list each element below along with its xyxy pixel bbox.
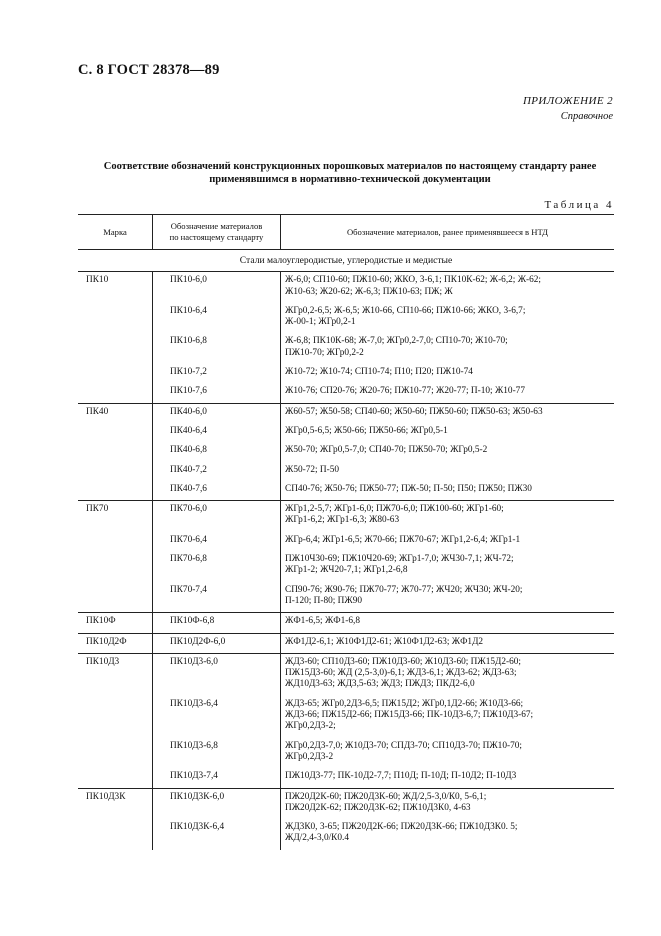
old-designation-line: Ж10-76; СП20-76; Ж20-76; ПЖ10-77; Ж20-77; П-10; Ж10-77 <box>285 386 525 397</box>
cell-mark <box>78 819 153 850</box>
old-designation-line: ЖГр0,2-6,5; Ж-6,5; Ж10-66, СП10-66; ПЖ10-66; ЖКО, 3-6,7; <box>285 305 526 316</box>
table-row <box>78 532 614 551</box>
cell-old-designations <box>281 333 615 364</box>
table-row <box>78 613 614 633</box>
cell-old-designations <box>281 383 615 403</box>
table-row <box>78 582 614 613</box>
cell-mark <box>78 383 153 403</box>
old-designation-line: Ж60-57; Ж50-58; СП40-60; Ж50-60; ПЖ50-60; ПЖ50-63; Ж50-63 <box>285 406 543 417</box>
table-row <box>78 768 614 788</box>
cell-designation: ПК10Д3-6,8 <box>153 738 281 769</box>
cell-old-designations <box>281 481 615 501</box>
cell-old-designations <box>281 768 615 788</box>
header-mark: Марка <box>78 215 153 250</box>
old-designation-line: ПЖ10Ч30-69; ПЖ10Ч20-69; ЖГр1-7,0; ЖЧ30-7,1; ЖЧ-72; <box>285 554 514 565</box>
old-designation-line: ЖГр1-2; ЖЧ20-7,1; ЖГр1,2-6,8 <box>285 565 408 576</box>
cell-old-designations <box>281 442 615 461</box>
old-designation-line: П-120; П-80; ПЖ90 <box>285 595 363 606</box>
appendix-block <box>523 94 613 124</box>
cell-old-designations <box>281 613 615 633</box>
old-designation-line: ЖД3-60; СП10Д3-60; ПЖ10Д3-60; Ж10Д3-60; ПЖ15Д2-60; <box>285 656 521 667</box>
cell-old-designations <box>281 423 615 442</box>
table-row <box>78 333 614 364</box>
old-designation-line: ЖД/2,4-3,0/К0.4 <box>285 833 349 844</box>
table-row <box>78 383 614 403</box>
cell-old-designations <box>281 364 615 383</box>
cell-designation: ПК10-6,4 <box>153 303 281 334</box>
cell-designation: ПК70-6,4 <box>153 532 281 551</box>
cell-designation: ПК40-6,4 <box>153 423 281 442</box>
cell-mark <box>78 768 153 788</box>
cell-designation: ПК10Д3К-6,0 <box>153 788 281 819</box>
old-designation-line: ЖГр-6,4; ЖГр1-6,5; Ж70-66; ПЖ70-67; ЖГр1,2-6,4; ЖГр1-1 <box>285 534 521 545</box>
cell-designation: ПК10Д3К-6,4 <box>153 819 281 850</box>
old-designation-line: ЖГр0,2Д3-2 <box>285 751 334 762</box>
cell-old-designations <box>281 272 615 303</box>
old-designation-line: ПЖ20Д2К-62; ПЖ20Д3К-62; ПЖ10Д3К0, 4-63 <box>285 802 471 813</box>
table-row <box>78 551 614 582</box>
table-label: Таблица 4 <box>544 199 614 211</box>
old-designation-line: ЖГр1-6,2; ЖГр1-6,3; Ж80-63 <box>285 515 400 526</box>
old-designation-line: СП40-76; Ж50-76; ПЖ50-77; ПЖ-50; П-50; П50; ПЖ50; ПЖ30 <box>285 483 532 494</box>
old-designation-line: ПЖ10Д3-77; ПК-10Д2-7,7; П10Д; П-10Д; П-10Д2; П-10Д3 <box>285 771 517 782</box>
cell-designation: ПК10-7,2 <box>153 364 281 383</box>
cell-designation: ПК70-6,0 <box>153 501 281 532</box>
cell-mark <box>78 582 153 613</box>
header-old: Обозначение материалов, ранее применявшееся в НТД <box>281 215 615 250</box>
cell-designation: ПК70-6,8 <box>153 551 281 582</box>
cell-mark: ПК40 <box>78 403 153 423</box>
cell-old-designations <box>281 551 615 582</box>
cell-mark <box>78 532 153 551</box>
table-row <box>78 303 614 334</box>
page-header: С. 8 ГОСТ 28378—89 <box>78 62 220 78</box>
old-designation-line: Ж-6,0; СП10-60; ПЖ10-60; ЖКО, 3-6,1; ПК10К-62; Ж-6,2; Ж-62; <box>285 275 542 286</box>
cell-designation: ПК10-6,8 <box>153 333 281 364</box>
cell-designation: ПК40-6,0 <box>153 403 281 423</box>
appendix-title: ПРИЛОЖЕНИЕ 2 <box>522 95 613 107</box>
cell-designation: ПК10Ф-6,8 <box>153 613 281 633</box>
cell-old-designations <box>281 462 615 481</box>
cell-mark: ПК10Ф <box>78 613 153 633</box>
table-row <box>78 481 614 501</box>
cell-old-designations <box>281 501 615 532</box>
appendix-subtitle: Справочное <box>560 111 613 122</box>
table-row <box>78 364 614 383</box>
cell-mark <box>78 303 153 334</box>
cell-mark <box>78 462 153 481</box>
old-designation-line: Ж-00-1; ЖГр0,2-1 <box>285 317 356 328</box>
old-designation-line: ЖГр1,2-5,7; ЖГр1-6,0; ПЖ70-6,0; ПЖ100-60; ЖГр1-60; <box>285 504 504 515</box>
cell-old-designations <box>281 303 615 334</box>
cell-mark: ПК70 <box>78 501 153 532</box>
cell-old-designations <box>281 738 615 769</box>
table-row <box>78 272 614 303</box>
old-designation-line: Ж50-70; ЖГр0,5-7,0; СП40-70; ПЖ50-70; ЖГр0,5-2 <box>285 445 488 456</box>
cell-old-designations <box>281 653 615 695</box>
old-designation-line: ПЖ15Д3-60; ЖД (2,5-3,0)-6,1; ЖД3-6,1; ЖД3-62; ЖД3-63; <box>285 668 517 679</box>
cell-designation: ПК10-7,6 <box>153 383 281 403</box>
document-title-line-2: применявшимся в нормативно-технической документации <box>209 174 491 185</box>
cell-mark <box>78 481 153 501</box>
cell-mark <box>78 551 153 582</box>
cell-designation: ПК40-7,2 <box>153 462 281 481</box>
cell-mark <box>78 442 153 461</box>
cell-designation: ПК10-6,0 <box>153 272 281 303</box>
table-row <box>78 633 614 653</box>
old-designation-line: СП90-76; Ж90-76; ПЖ70-77; Ж70-77; ЖЧ20; ЖЧ30; ЖЧ-20; <box>285 584 523 595</box>
document-title <box>100 160 600 186</box>
cell-old-designations <box>281 403 615 423</box>
cell-mark: ПК10Д3К <box>78 788 153 819</box>
cell-designation: ПК40-6,8 <box>153 442 281 461</box>
table-row <box>78 788 614 819</box>
old-designation-line: ПЖ20Д2К-60; ПЖ20Д3К-60; ЖД/2,5-3,0/К0, 5-6,1; <box>285 791 487 802</box>
old-designation-line: ЖД3-65; ЖГр0,2Д3-6,5; ПЖ15Д2; ЖГр0,1Д2-66; Ж10Д3-66; <box>285 698 524 709</box>
cell-mark <box>78 696 153 738</box>
old-designation-line: ЖФ1Д2-6,1; Ж10Ф1Д2-61; Ж10Ф1Д2-63; ЖФ1Д2 <box>285 636 484 647</box>
table-row <box>78 423 614 442</box>
header-current <box>153 215 281 250</box>
old-designation-line: ЖД3К0, 3-65; ПЖ20Д2К-66; ПЖ20Д3К-66; ПЖ10Д3К0. 5; <box>285 822 518 833</box>
old-designation-line: ЖГр0,5-6,5; Ж50-66; ПЖ50-66; ЖГр0,5-1 <box>285 425 448 436</box>
cell-mark: ПК10Д3 <box>78 653 153 695</box>
old-designation-line: Ж10-72; Ж10-74; СП10-74; П10; П20; ПЖ10-74 <box>285 367 473 378</box>
cell-old-designations <box>281 819 615 850</box>
section-row <box>78 250 614 272</box>
cell-designation: ПК10Д3-7,4 <box>153 768 281 788</box>
cell-mark: ПК10Д2Ф <box>78 633 153 653</box>
old-designation-line: Ж50-72; П-50 <box>285 464 340 475</box>
cell-designation: ПК10Д3-6,0 <box>153 653 281 695</box>
old-designation-line: ЖГр0,2Д3-2; <box>285 721 336 732</box>
cell-old-designations <box>281 582 615 613</box>
cell-old-designations <box>281 788 615 819</box>
old-designation-line: ПЖ10-70; ЖГр0,2-2 <box>285 347 364 358</box>
table-row <box>78 442 614 461</box>
table-row <box>78 501 614 532</box>
header-current-line-1: Обозначение материалов <box>170 221 263 231</box>
table-body <box>78 250 614 850</box>
cell-old-designations <box>281 633 615 653</box>
correspondence-table <box>78 214 614 850</box>
header-current-line-2: по настоящему стандарту <box>169 232 264 242</box>
cell-designation: ПК70-7,4 <box>153 582 281 613</box>
table-row <box>78 696 614 738</box>
cell-mark <box>78 738 153 769</box>
old-designation-line: ЖД10Д3-63; ЖД3,5-63; ЖД3; ПЖД3; ПКД2-6,0 <box>285 679 475 690</box>
cell-old-designations <box>281 532 615 551</box>
cell-mark <box>78 333 153 364</box>
old-designation-line: Ж10-63; Ж20-62; Ж-6,3; ПЖ10-63; ПЖ; Ж <box>285 286 453 297</box>
cell-designation: ПК40-7,6 <box>153 481 281 501</box>
cell-designation: ПК10Д2Ф-6,0 <box>153 633 281 653</box>
cell-mark <box>78 364 153 383</box>
table-row <box>78 738 614 769</box>
old-designation-line: ЖГр0,2Д3-7,0; Ж10Д3-70; СПД3-70; СП10Д3-70; ПЖ10-70; <box>285 740 522 751</box>
cell-mark <box>78 423 153 442</box>
table-header-row <box>78 215 614 250</box>
cell-designation: ПК10Д3-6,4 <box>153 696 281 738</box>
table-row <box>78 819 614 850</box>
table-row <box>78 403 614 423</box>
old-designation-line: ЖД3-66; ПЖ15Д2-66; ПЖ15Д3-66; ПК-10Д3-6,7; ПЖ10Д3-67; <box>285 710 534 721</box>
document-title-line-1: Соответствие обозначений конструкционных порошковых материалов по настоящему стандарту ранее <box>103 161 597 172</box>
table-row <box>78 653 614 695</box>
old-designation-line: Ж-6,8; ПК10К-68; Ж-7,0; ЖГр0,2-7,0; СП10-70; Ж10-70; <box>285 336 508 347</box>
cell-mark: ПК10 <box>78 272 153 303</box>
section-title: Стали малоуглеродистые, углеродистые и медистые <box>239 255 453 266</box>
table-row <box>78 462 614 481</box>
old-designation-line: ЖФ1-6,5; ЖФ1-6,8 <box>285 616 360 627</box>
cell-old-designations <box>281 696 615 738</box>
